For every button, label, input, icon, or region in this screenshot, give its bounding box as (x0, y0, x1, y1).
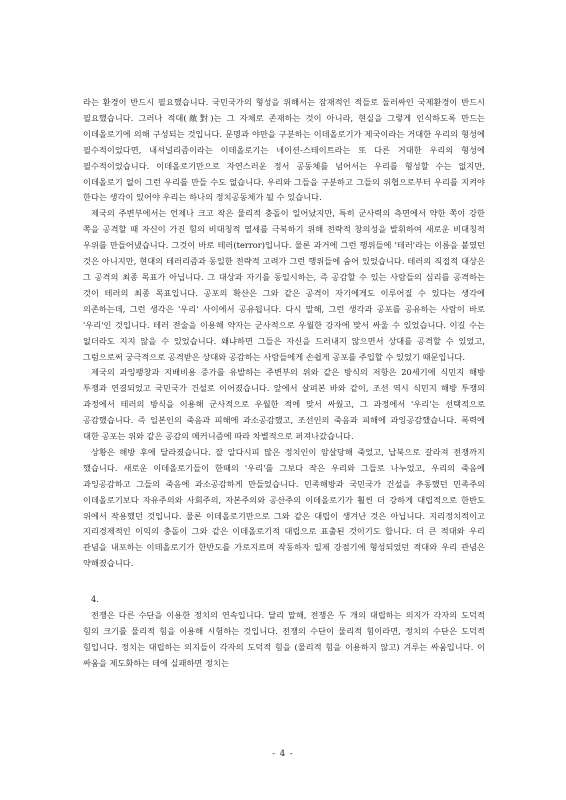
paragraph-4: 상황은 해방 후에 달라졌습니다. 잘 알다시피 많은 정치인이 암살당해 죽었고, 납북으로 갈라져 전쟁까지 했습니다. 새로운 이데올로기들이 한때의 '우리'를 그보다 작은 우리와 그들로 나누었고, 우리의 죽음에 과잉공감하고 그들의 죽음에 과소공감하게 만들었습니다. 민족해방과 국민국가 건설을 추동했던 민족주의 이데올로기보다 자유주의와 사회주의, 자본주의와 공산주의 이데올로기가 훨씬 더 강하게 대립적으로 한반도 위에서 작용했던 것입니다. 물론 이데올로기만으로 그와 같은 대립이 생겨난 것은 아닙니다. 지리정치적이고 지리경제적인 이익의 충돌이 그와 같은 이데올로기적 대립으로 표출된 것이기도 합니다. 더 큰 적대와 우리 관념을 내포하는 이데올로기가 한반도를 가로지르며 작동하자 일제 강점기에 형성되었던 적대와 우리 관념은 약해졌습니다. (83, 446, 485, 569)
paragraph-1: 라는 환경이 반드시 필요했습니다. 국민국가의 형성을 위해서는 잠재적인 적들로 둘러싸인 국제환경이 반드시 필요했습니다. 그러나 적대(敵對)는 그 자체로 존재하는 것이 아니라, 현실을 그렇게 인식하도록 만드는 이데올로기에 의해 구성되는 것입니다. 문명과 야만을 구분하는 이데올로기가 제국이라는 거대한 우리의 형성에 필수적이었다면, 내셔널리즘이라는 이데올로기는 네이션-스테이트라는 또 다른 거대한 우리의 형성에 필수적이었습니다. 이데올로기만으로 자연스러운 정서 공동체를 넘어서는 우리를 형성할 수는 없지만, 이데올로기 없이 그런 우리를 만들 수도 없습니다. 우리와 그들을 구분하고 그들의 위협으로부터 우리를 지켜야 한다는 생각이 있어야 우리는 하나의 정치공동체가 될 수 있습니다. (83, 97, 485, 203)
page-number: - 4 - (272, 749, 294, 759)
section-gap (83, 572, 485, 592)
section-number: 4. (91, 594, 99, 605)
paragraph-2: 제국의 주변부에서는 언제나 크고 작은 물리적 충돌이 일어났지만, 특히 군사력의 측면에서 약한 쪽이 강한 쪽을 공격할 때 자신이 가진 힘의 비대칭적 열세를 극복하기 위해 전략적 창의성을 발휘하여 새로운 비대칭적 우위를 만들어냈습니다. 그것이 바로 테러(terror)입니다. 물론 과거에 그런 행위들에 '테러'라는 이름을 붙였던 것은 아니지만, 현대의 테러리즘과 동일한 전략적 고려가 그런 행위들에 숨어 있었습니다. 테러의 직접적 대상은 그 공격의 최종 목표가 아닙니다. 그 대상과 자기를 동일시하는, 즉 공감할 수 있는 사람들의 심리를 공격하는 것이 테러의 최종 목표입니다. 공포의 확산은 그와 같은 공격이 자기에게도 이루어질 수 있다는 생각에 의존하는데, 그런 생각은 '우리' 사이에서 공유됩니다. 다시 말해, 그런 생각과 공포를 공유하는 사람이 바로 '우리'인 것입니다. 테러 전술을 이용해 약자는 군사적으로 우월한 강자에 맞서 싸울 수 있었습니다. 이길 수는 없더라도 지지 않을 수 있었습니다. 왜냐하면 그들은 자신을 드러내지 않으면서 상대를 공격할 수 있었고, 그럼으로써 궁극적으로 공격받은 상대와 공감하는 사람들에게 손쉽게 공포를 주입할 수 있었기 때문입니다. (83, 208, 485, 362)
body-text (83, 95, 485, 672)
paragraph-3: 제국의 과잉팽창과 지배비용 증가를 유발하는 주변부의 위와 같은 방식의 저항은 20세기에 식민지 해방 투쟁과 연결되었고 국민국가 건설로 이어졌습니다. 앞에서 살펴본 바와 같이, 조선 역시 식민지 해방 투쟁의 과정에서 테러의 방식을 이용해 군사적으로 우월한 적에 맞서 싸웠고, 그 과정에서 '우리'는 선택적으로 공감했습니다. 즉 일본인의 죽음과 피해에 과소공감했고, 조선인의 죽음과 피해에 과잉공감했습니다. 폭력에 대한 공포는 위와 같은 공감의 메커니즘에 따라 차별적으로 퍼져나갔습니다. (83, 367, 485, 442)
paragraph-5: 전쟁은 다른 수단을 이용한 정치의 연속입니다. 달리 말해, 전쟁은 두 개의 대립하는 의지가 각자의 도덕적 힘의 크기를 물리적 힘을 이용해 시험하는 것입니다. 전쟁의 수단이 물리적 힘이라면, 정치의 수단은 도덕적 힘입니다. 정치는 대립하는 의지들이 각자의 도덕적 힘을 (물리적 힘을 이용하지 않고) 겨루는 싸움입니다. 이 싸움을 제도화하는 데에 실패하면 정치는 (83, 610, 486, 668)
